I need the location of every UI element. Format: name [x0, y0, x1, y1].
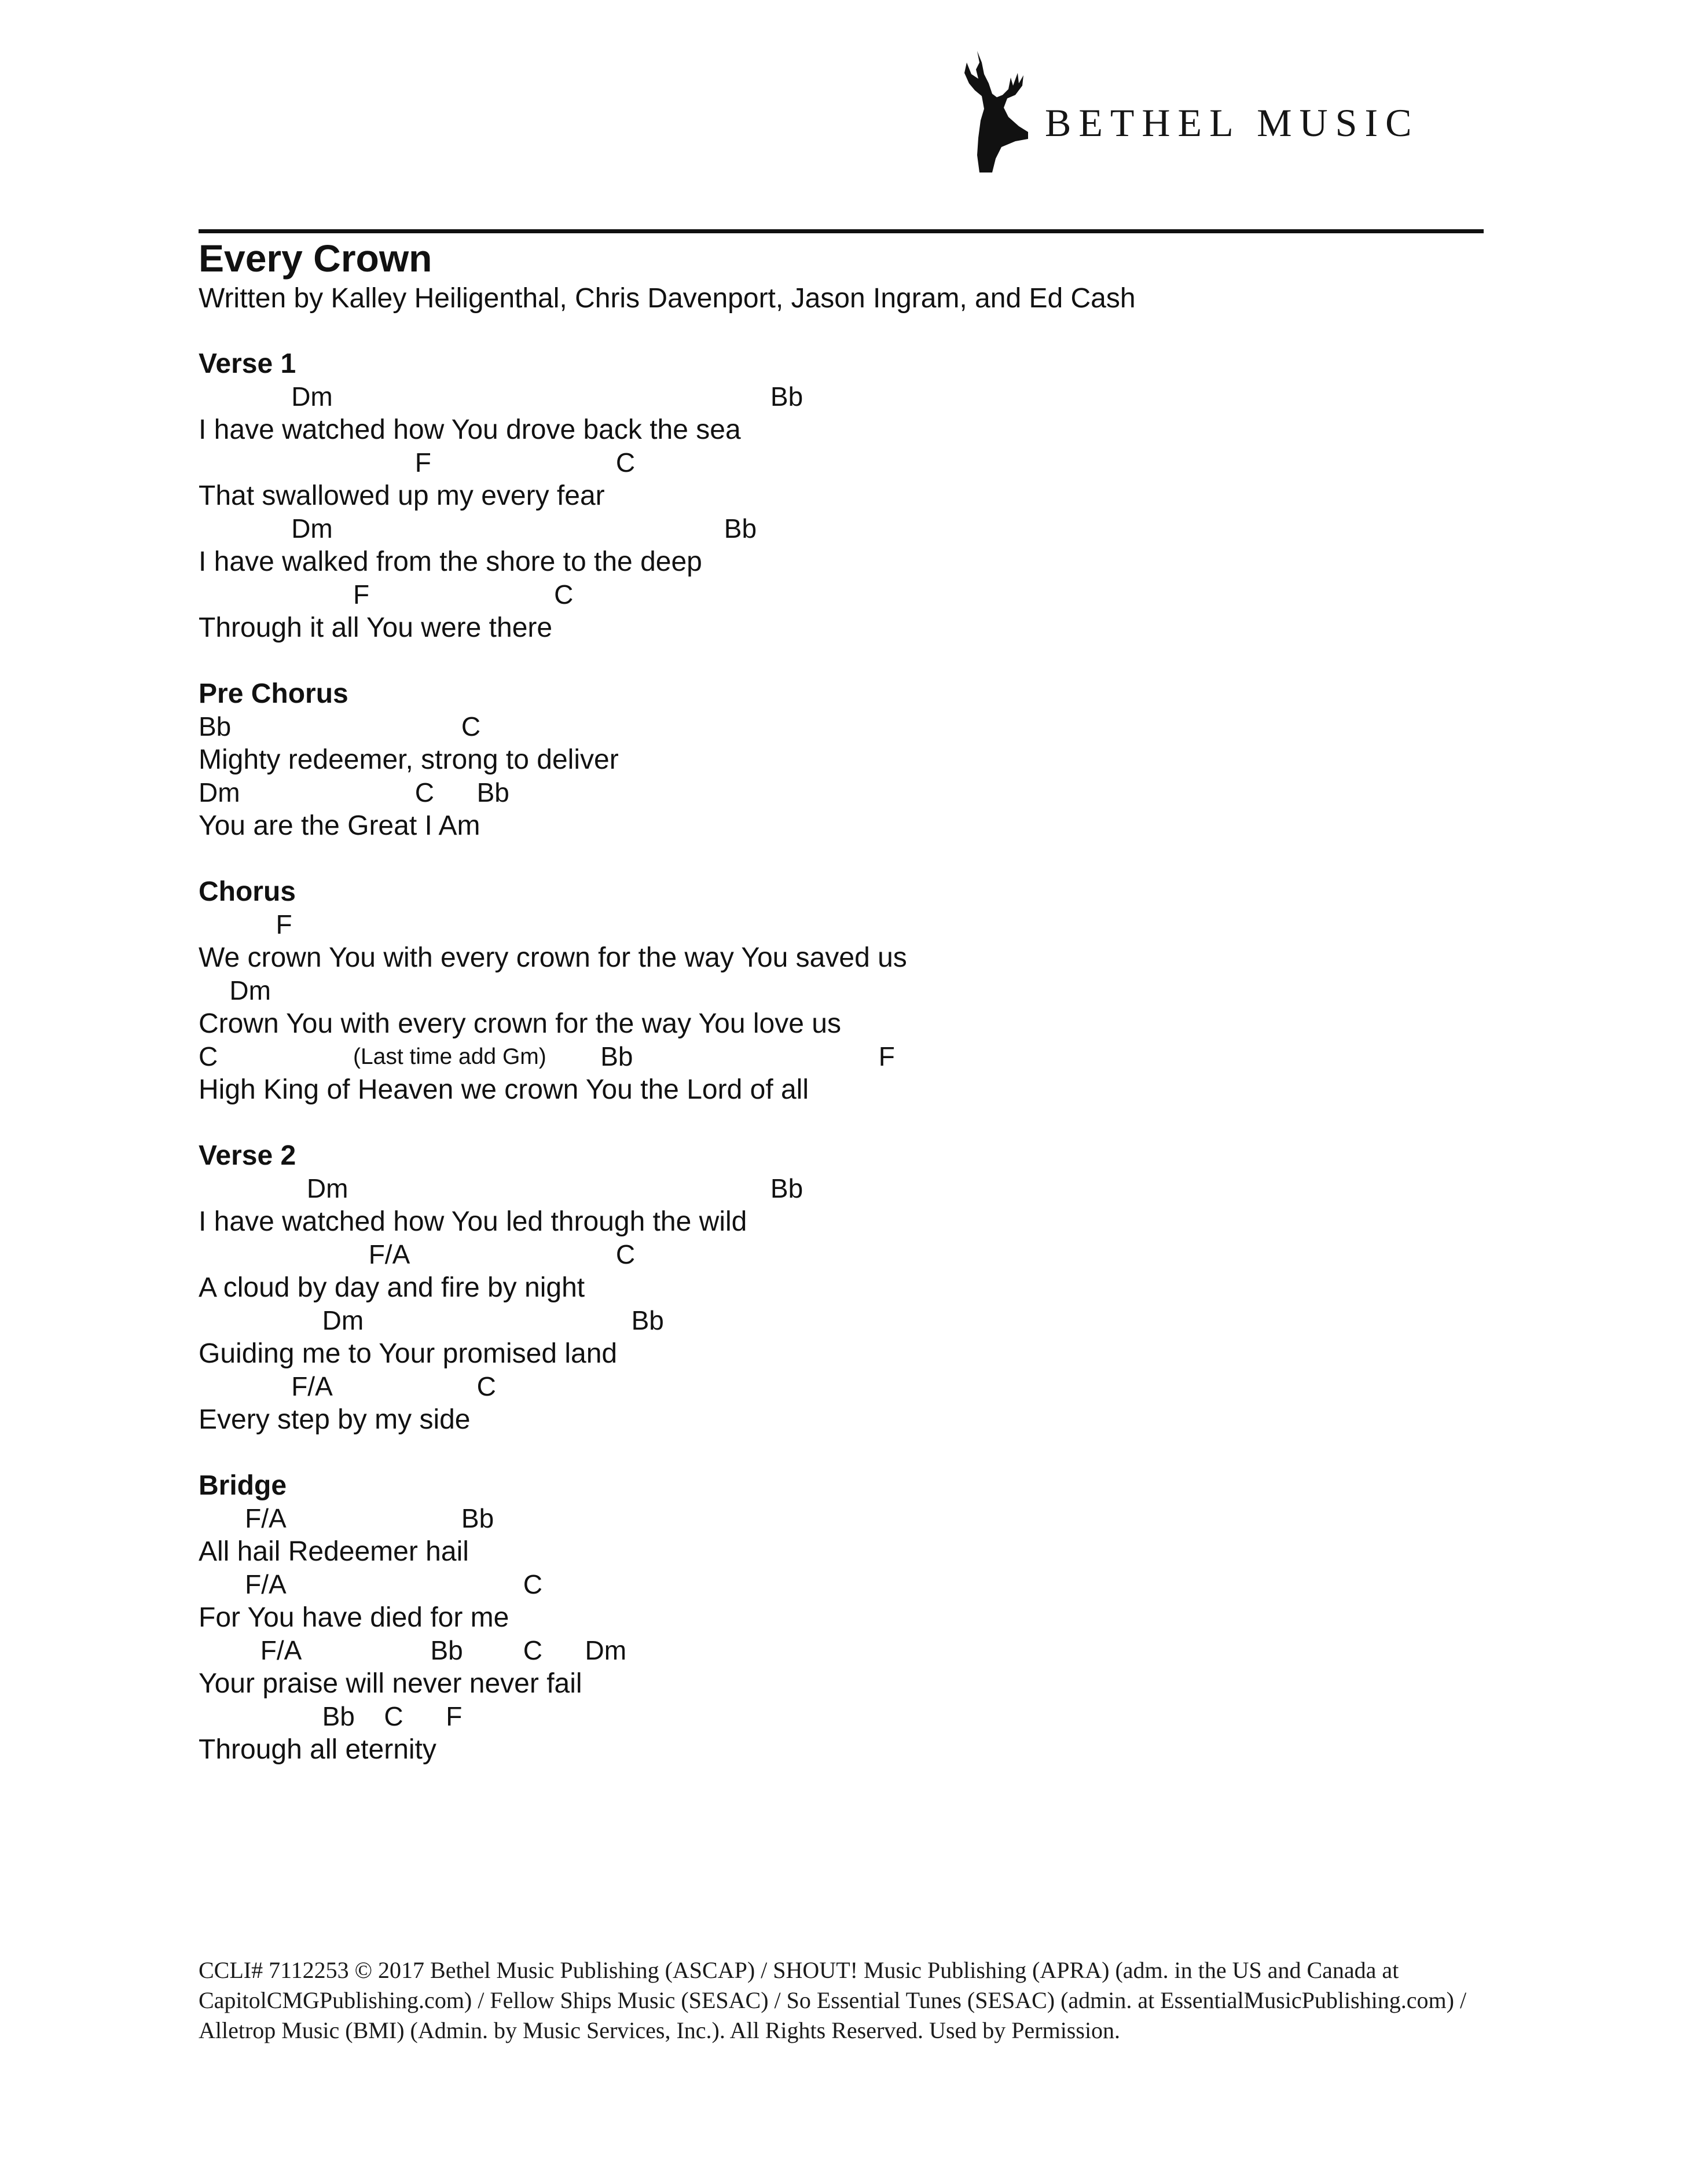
lyric-line: High King of Heaven we crown You the Lord of all [199, 1074, 809, 1105]
song-title: Every Crown [199, 237, 432, 280]
song-writers: Written by Kalley Heiligenthal, Chris Davenport, Jason Ingram, and Ed Cash [199, 283, 1136, 314]
lyric-line: Mighty redeemer, strong to deliver [199, 744, 619, 775]
chord: Bb [631, 1305, 664, 1335]
chord-line [199, 1370, 1472, 1403]
chord: Bb [476, 777, 509, 807]
chord-line [199, 1304, 1472, 1337]
brand-name: BETHEL MUSIC [1045, 101, 1419, 145]
chord: Dm [306, 1173, 348, 1203]
chord: F/A [291, 1371, 333, 1401]
chord-note: (Last time add Gm) [353, 1044, 546, 1069]
lyric-line: Crown You with every crown for the way You love us [199, 1008, 841, 1039]
chord-line [199, 908, 1472, 941]
lyric-line: We crown You with every crown for the way You saved us [199, 942, 907, 973]
chord: F [353, 579, 370, 610]
title-rule [199, 229, 1484, 233]
chord: F/A [245, 1569, 287, 1599]
lyric-line: You are the Great I Am [199, 810, 480, 841]
chord-line [199, 578, 1472, 611]
chord-line [199, 1700, 1472, 1733]
chord: C [523, 1635, 542, 1665]
chord: F [878, 1041, 895, 1071]
chord: Bb [199, 711, 232, 742]
section-title: Verse 1 [199, 348, 296, 379]
section-title: Bridge [199, 1470, 287, 1501]
lyric-line: Through it all You were there [199, 612, 553, 643]
lyric-line: A cloud by day and fire by night [199, 1272, 585, 1303]
lyric-line: Through all eternity [199, 1734, 436, 1765]
chord: C [554, 579, 574, 610]
lyric-line: I have watched how You led through the wild [199, 1206, 747, 1237]
chord: C [414, 777, 435, 807]
lyric-line: Guiding me to Your promised land [199, 1338, 618, 1369]
lyric-line: Your praise will never never fail [199, 1668, 582, 1699]
chord: C [615, 1239, 636, 1269]
chord-line [199, 1568, 1472, 1601]
song-section [199, 347, 1472, 644]
lyric-line: All hail Redeemer hail [199, 1536, 469, 1567]
chord-line [199, 1502, 1472, 1535]
lyric-line: Every step by my side [199, 1404, 471, 1435]
chord: C [461, 711, 481, 742]
chord: F [276, 909, 292, 939]
song-section [199, 677, 1472, 842]
chord: Bb [600, 1041, 633, 1071]
lyric-line: That swallowed up my every fear [199, 480, 605, 511]
song-section [199, 875, 1472, 1106]
lyric-line: For You have died for me [199, 1602, 509, 1633]
chord: Dm [322, 1305, 364, 1335]
chord-line [199, 1172, 1472, 1205]
chord: F [446, 1701, 463, 1731]
chord-line [199, 380, 1472, 413]
chord: Dm [199, 777, 240, 807]
chord-line [199, 446, 1472, 479]
chord: Bb [322, 1701, 355, 1731]
chord: Bb [770, 1173, 803, 1203]
chord-line [199, 1040, 1472, 1073]
lyric-line: I have watched how You drove back the sea [199, 414, 741, 445]
chord: Dm [585, 1635, 627, 1665]
chord: F [414, 447, 431, 478]
chord-line [199, 1634, 1472, 1667]
chord-line [199, 512, 1472, 545]
stag-head-icon [944, 45, 1030, 178]
chord-line [199, 776, 1472, 809]
chord: C [199, 1041, 218, 1071]
chord: Dm [291, 513, 333, 544]
song-section [199, 1139, 1472, 1436]
chord: Bb [430, 1635, 463, 1665]
section-title: Chorus [199, 876, 296, 907]
chord: F/A [245, 1503, 287, 1533]
chord-line [199, 974, 1472, 1007]
chord-line [199, 1238, 1472, 1271]
chord: C [615, 447, 636, 478]
chord: C [384, 1701, 403, 1731]
chord-line [199, 710, 1472, 743]
copyright-footer: CCLI# 7112253 © 2017 Bethel Music Publishing (ASCAP) / SHOUT! Music Publishing (APRA) (adm. in the US and Canada at CapitolCMGPublishing.com) / Fellow Ships Music (SESAC) / So Essential Tunes (SESAC) (admin. at EssentialMusicPublishing.com) / Alletrop Music (BMI) (Admin. by Music Services, Inc.). All Rights Reserved. Used by Permission. [199, 1957, 1467, 2043]
chord: C [523, 1569, 542, 1599]
lyrics-body [199, 347, 1472, 1799]
chord: Bb [724, 513, 757, 544]
chord: F/A [260, 1635, 302, 1665]
section-title: Verse 2 [199, 1140, 296, 1171]
bethel-music-logo [944, 45, 1465, 178]
lyric-line: I have walked from the shore to the deep [199, 546, 702, 577]
section-title: Pre Chorus [199, 678, 348, 709]
chord: Dm [291, 381, 333, 412]
song-section [199, 1469, 1472, 1766]
chord: Dm [229, 975, 271, 1005]
chord: F/A [368, 1239, 410, 1269]
chord: C [476, 1371, 496, 1401]
chord: Bb [770, 381, 803, 412]
chord: Bb [461, 1503, 494, 1533]
